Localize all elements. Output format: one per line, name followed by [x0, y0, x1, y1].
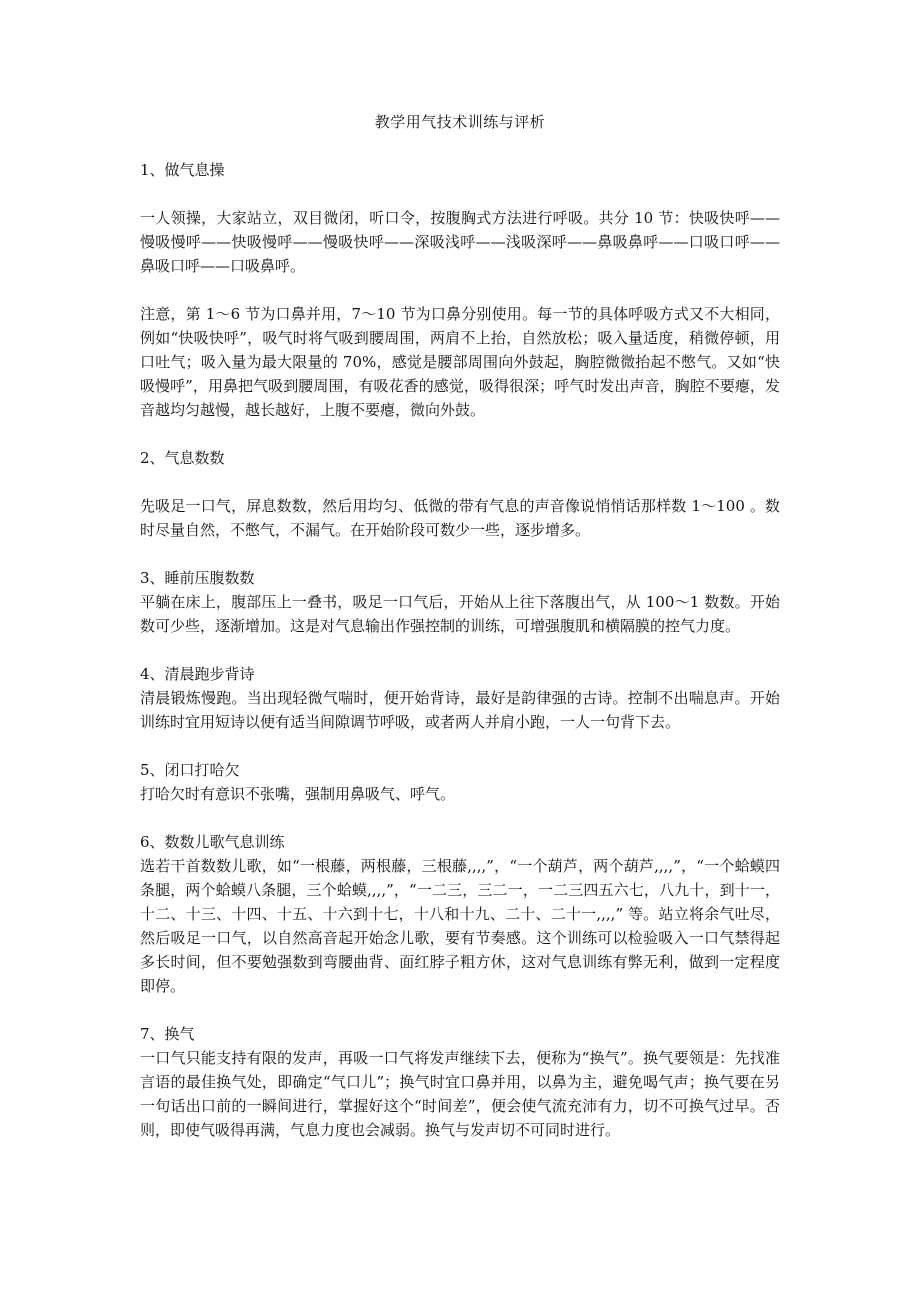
section-heading-6: 6、数数儿歌气息训练	[140, 833, 285, 851]
document-title: 教学用气技术训练与评析	[374, 113, 546, 131]
section-heading-3: 3、睡前压腹数数	[140, 569, 255, 587]
section-heading-2: 2、气息数数	[140, 449, 225, 467]
section-heading-7: 7、换气	[140, 1025, 195, 1043]
section-1-paragraph-1: 一人领操，大家站立，双目微闭，听口令，按腹胸式方法进行呼吸。共分 10 节：快吸快呼——慢吸慢呼——快吸慢呼——慢吸快呼——深吸浅呼——浅吸深呼——鼻吸鼻呼——口吸口呼——鼻吸口呼——口吸鼻呼。	[140, 209, 780, 275]
document-page	[140, 110, 780, 1142]
section-heading-5: 5、闭口打哈欠	[140, 761, 240, 779]
section-4-paragraph-1: 清晨锻炼慢跑。当出现轻微气喘时，便开始背诗，最好是韵律强的古诗。控制不出喘息声。开始训练时宜用短诗以便有适当间隙调节呼吸，或者两人并肩小跑，一人一句背下去。	[140, 689, 780, 731]
section-heading-4: 4、清晨跑步背诗	[140, 665, 255, 683]
section-heading-1: 1、做气息操	[140, 161, 225, 179]
section-1-paragraph-2: 注意，第 1～6 节为口鼻并用，7～10 节为口鼻分别使用。每一节的具体呼吸方式又不大相同，例如“快吸快呼”，吸气时将气吸到腰周围，两肩不上抬，自然放松；吸入量适度，稍微停顿，用口吐气；吸入量为最大限量的 70%，感觉是腰部周围向外鼓起，胸腔微微抬起不憋气。又如“快吸慢呼”，用鼻把气吸到腰周围，有吸花香的感觉，吸得很深；呼气时发出声音，胸腔不要瘪，发音越均匀越慢，越长越好，上腹不要瘪，微向外鼓。	[140, 305, 780, 419]
section-3-paragraph-1: 平躺在床上，腹部压上一叠书，吸足一口气后，开始从上往下落腹出气，从 100～1 数数。开始数可少些，逐渐增加。这是对气息输出作强控制的训练，可增强腹肌和横隔膜的控气力度。	[140, 593, 780, 635]
section-6-paragraph-1: 选若干首数数儿歌，如“一根藤，两根藤，三根藤,,,,”，“一个葫芦，两个葫芦,,,,”，“一个蛤蟆四条腿，两个蛤蟆八条腿，三个蛤蟆,,,,”，“一二三，三二一，一二三四五六七，八九十，到十一，十二、十三、十四、十五、十六到十七，十八和十九、二十、二十一,,,,” 等。站立将余气吐尽，然后吸足一口气，以自然高音起开始念儿歌，要有节奏感。这个训练可以检验吸入一口气禁得起多长时间，但不要勉强数到弯腰曲背、面红脖子粗方休，这对气息训练有弊无利，做到一定程度即停。	[140, 857, 780, 995]
section-7-paragraph-1: 一口气只能支持有限的发声，再吸一口气将发声继续下去，便称为“换气”。换气要领是：先找准言语的最佳换气处，即确定“气口儿”；换气时宜口鼻并用，以鼻为主，避免喝气声；换气要在另一句话出口前的一瞬间进行，掌握好这个“时间差”，便会使气流充沛有力，切不可换气过早。否则，即使气吸得再满，气息力度也会减弱。换气与发声切不可同时进行。	[140, 1049, 780, 1139]
section-2-paragraph-1: 先吸足一口气，屏息数数，然后用均匀、低微的带有气息的声音像说悄悄话那样数 1～100 。数时尽量自然，不憋气，不漏气。在开始阶段可数少一些，逐步增多。	[140, 497, 780, 539]
section-5-paragraph-1: 打哈欠时有意识不张嘴，强制用鼻吸气、呼气。	[140, 785, 456, 803]
